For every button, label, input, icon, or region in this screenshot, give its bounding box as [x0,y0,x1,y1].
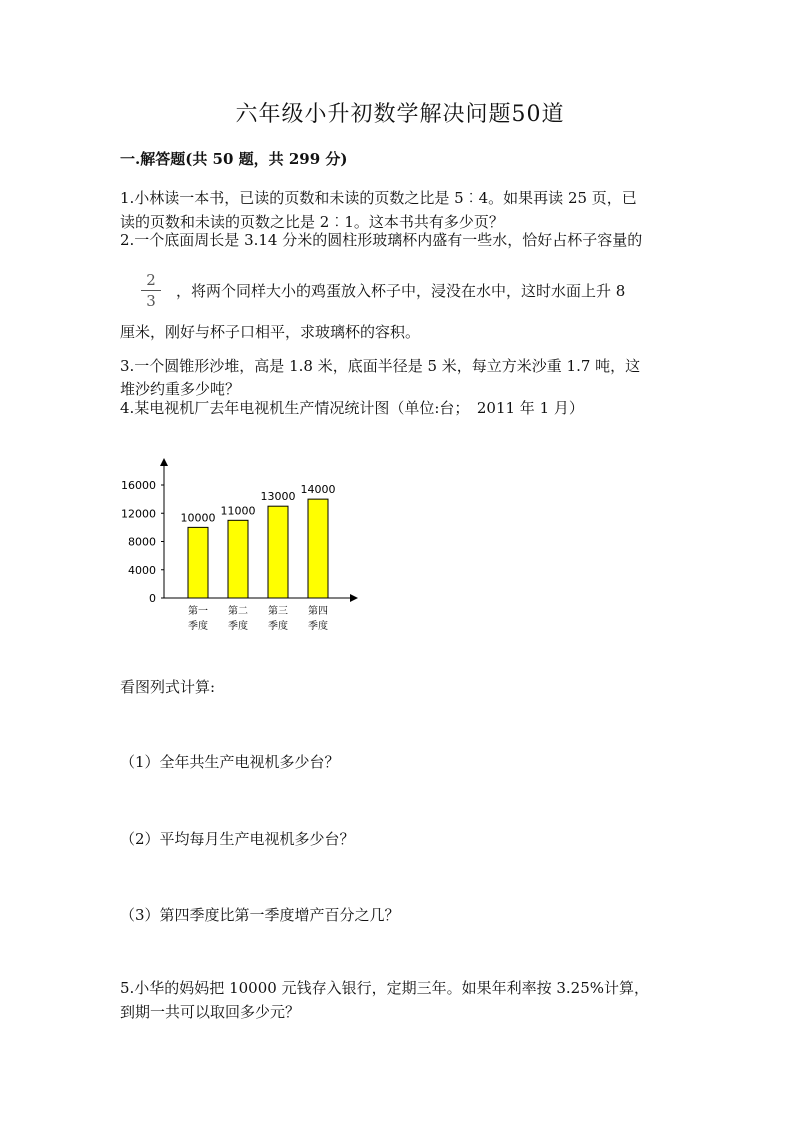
question-4-sub-3: （3）第四季度比第一季度增产百分之几？ [120,906,400,924]
question-1-line-2: 读的页数和未读的页数之比是 2︰1。这本书共有多少页？ [120,213,504,231]
tv-production-bar-chart [120,450,370,650]
question-4-line-1: 4.某电视机厂去年电视机生产情况统计图（单位:台； 2011 年 1 月） [120,399,584,417]
category-label: 第四 [308,606,328,617]
y-tick-label: 4000 [128,563,156,577]
category-label: 第三 [268,606,288,617]
bar [308,499,328,598]
question-4-sub-2: （2）平均每月生产电视机多少台？ [120,830,355,848]
bar-value-label: 13000 [260,490,296,504]
question-4-sub-1: （1）全年共生产电视机多少台？ [120,753,340,771]
category-label: 季度 [188,621,208,632]
bar-value-label: 10000 [180,511,216,525]
y-axis-arrow [160,458,168,466]
question-2-line-3: 厘米，刚好与杯子口相平，求玻璃杯的容积。 [120,323,421,341]
category-label: 季度 [228,621,248,632]
question-3-line-1: 3.一个圆锥形沙堆，高是 1.8 米，底面半径是 5 米，每立方米沙重 1.7 吨，这 [120,357,641,375]
y-tick-label: 0 [149,592,156,605]
bar-value-label: 14000 [300,483,336,497]
fraction-denominator: 3 [146,292,156,310]
y-tick-label: 12000 [121,507,156,521]
bar-value-label: 11000 [220,504,256,518]
question-2-line-2: ，将两个同样大小的鸡蛋放入杯子中，浸没在水中，这时水面上升 8 [176,282,626,300]
question-5-line-1: 5.小华的妈妈把 10000 元钱存入银行，定期三年。如果年利率按 3.25%计算， [120,979,649,997]
category-label: 季度 [268,621,288,632]
question-1-line-1: 1.小林读一本书，已读的页数和未读的页数之比是 5︰4。如果再读 25 页，已 [120,189,637,207]
category-label: 第一 [188,606,208,617]
question-3-line-2: 堆沙约重多少吨？ [120,380,241,398]
page-title: 六年级小升初数学解决问题50道 [235,102,565,127]
question-5-line-2: 到期一共可以取回多少元？ [120,1003,301,1021]
bar [268,506,288,598]
question-2-line-1: 2.一个底面周长是 3.14 分米的圆柱形玻璃杯内盛有一些水，恰好占杯子容量的 [120,231,643,249]
bar [188,527,208,598]
category-label: 季度 [308,621,328,632]
category-label: 第二 [228,606,248,617]
question-4-instruction: 看图列式计算: [120,678,216,696]
fraction-bar [141,290,161,291]
fraction-two-thirds [141,272,161,309]
y-tick-label: 8000 [128,535,156,549]
y-tick-label: 16000 [121,479,156,492]
fraction-numerator: 2 [146,271,156,289]
bar [228,520,248,598]
x-axis-arrow [350,594,358,602]
section-heading: 一.解答题(共 50 题，共 299 分) [120,150,348,168]
